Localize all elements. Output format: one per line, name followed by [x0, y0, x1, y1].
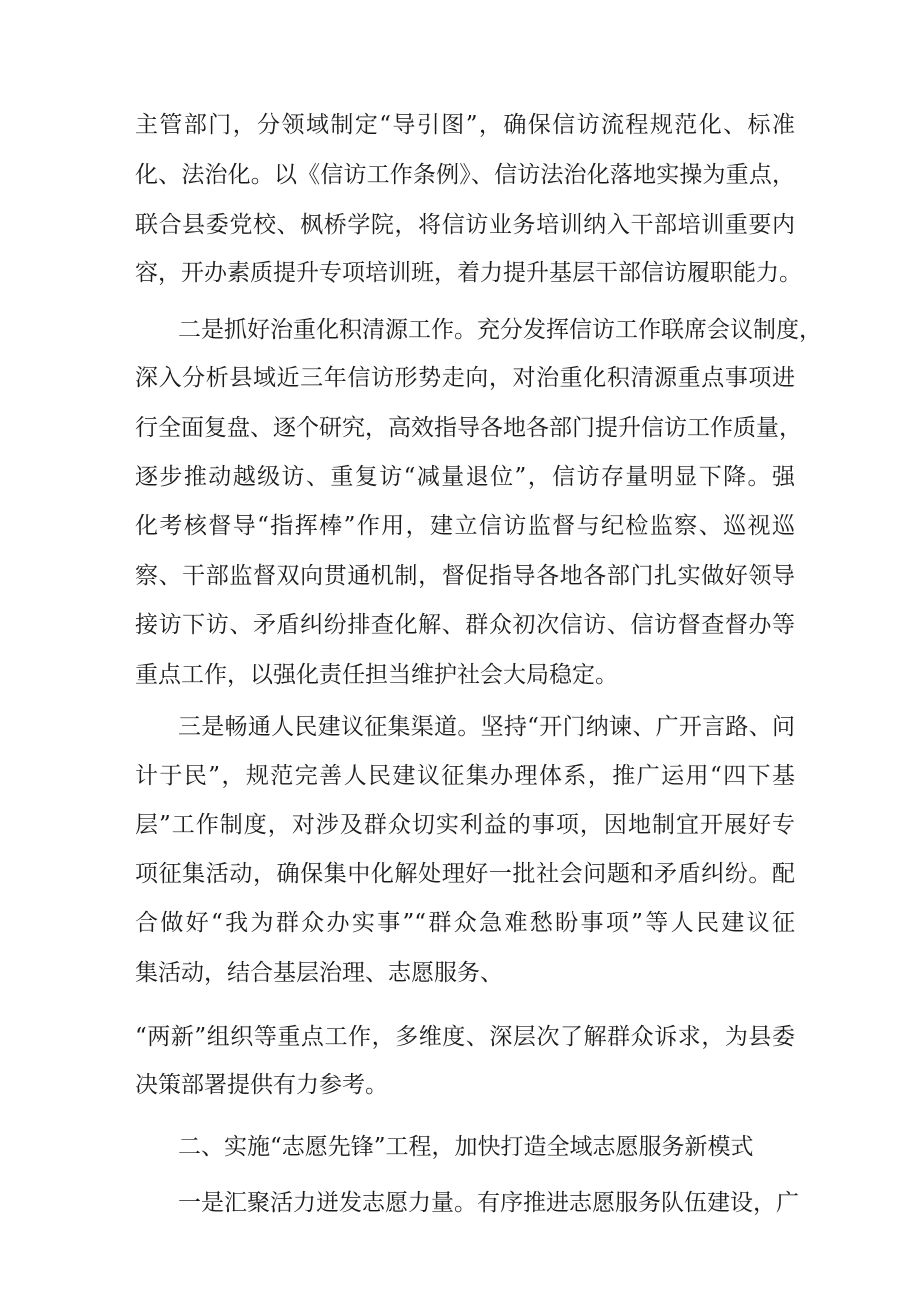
text-line: 项征集活动，确保集中化解处理好一批社会问题和矛盾纠纷。配 [135, 861, 795, 887]
text-line: 计于民”，规范完善人民建议征集办理体系，推广运用“四下基 [135, 763, 795, 789]
paragraph-start-line: 二是抓好治重化积清源工作。充分发挥信访工作联席会议制度， [178, 317, 822, 343]
text-line: 主管部门，分领域制定“导引图”，确保信访流程规范化、标准 [135, 112, 795, 138]
paragraph-start-line: 三是畅通人民建议征集渠道。坚持“开门纳谏、广开言路、问 [178, 714, 795, 740]
text-line: “两新”组织等重点工作，多维度、深层次了解群众诉求，为县委 [135, 1024, 795, 1050]
text-line: 合做好“我为群众办实事”“群众急难愁盼事项”等人民建议征 [135, 910, 795, 936]
text-line: 容，开办素质提升专项培训班，着力提升基层干部信访履职能力。 [135, 260, 802, 286]
text-line: 决策部署提供有力参考。 [135, 1072, 388, 1098]
text-line: 接访下访、矛盾纠纷排查化解、群众初次信访、信访督查督办等 [135, 612, 795, 638]
text-line: 深入分析县域近三年信访形势走向，对治重化积清源重点事项进 [135, 365, 795, 391]
text-line: 察、干部监督双向贯通机制，督促指导各地各部门扎实做好领导 [135, 563, 795, 589]
text-line: 层”工作制度，对涉及群众切实利益的事项，因地制宜开展好专 [135, 812, 795, 838]
text-line: 行全面复盘、逐个研究，高效指导各地各部门提升信访工作质量， [135, 415, 802, 441]
section-heading: 二、实施“志愿先锋”工程，加快打造全域志愿服务新模式 [178, 1134, 754, 1160]
text-line: 重点工作，以强化责任担当维护社会大局稳定。 [135, 662, 618, 688]
paragraph-start-line: 一是汇聚活力迸发志愿力量。有序推进志愿服务队伍建设，广 [178, 1190, 799, 1216]
text-line: 逐步推动越级访、重复访“减量退位”，信访存量明显下降。强 [135, 464, 795, 490]
text-line: 化考核督导“指挥棒”作用，建立信访监督与纪检监察、巡视巡 [135, 513, 795, 539]
text-line: 化、法治化。以《信访工作条例》、信访法治化落地实操为重点， [135, 162, 795, 188]
text-line: 联合县委党校、枫桥学院，将信访业务培训纳入干部培训重要内 [135, 212, 795, 238]
text-line: 集活动，结合基层治理、志愿服务、 [135, 960, 503, 986]
